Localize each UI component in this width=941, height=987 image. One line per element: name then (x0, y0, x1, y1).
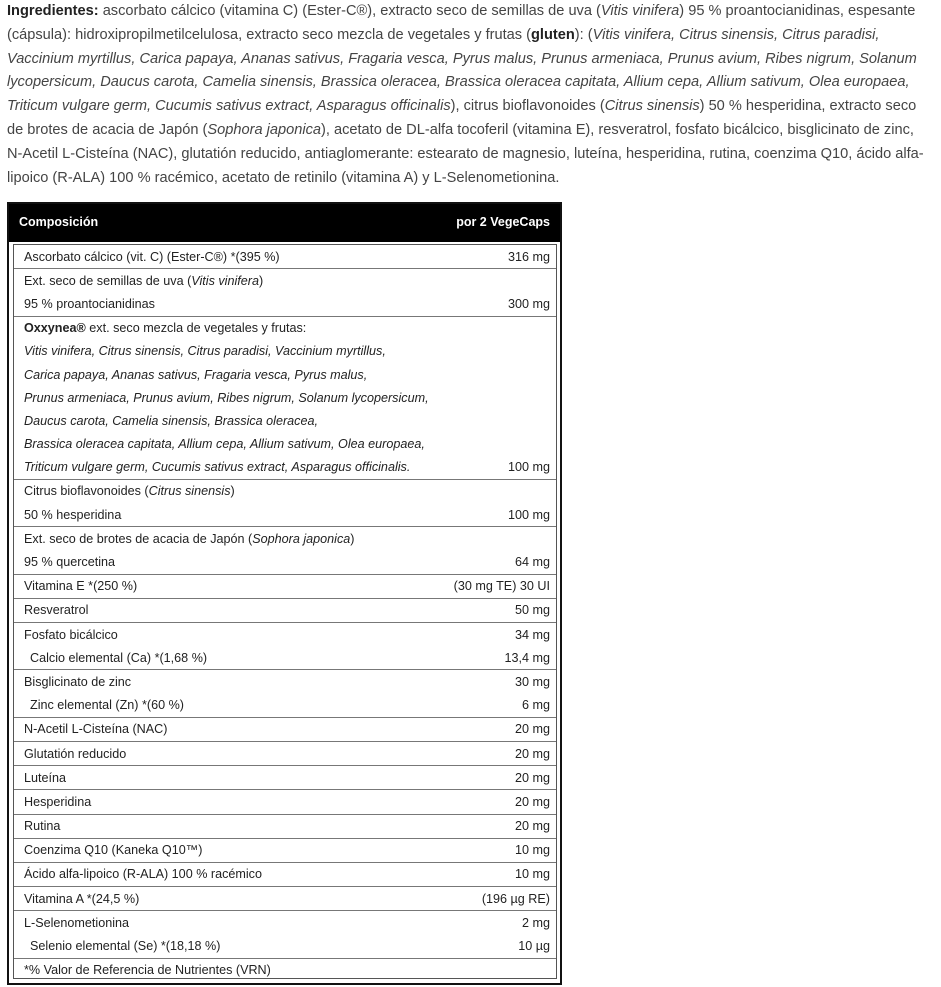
row-label-text: Fosfato bicálcico (24, 627, 118, 642)
row-value: 64 mg (514, 555, 550, 570)
row-value: 100 mg (507, 507, 550, 522)
row-label (24, 508, 121, 522)
table-line (14, 317, 556, 340)
row-label-text: 50 % hesperidina (24, 507, 122, 522)
table-line (14, 269, 556, 292)
row-label-italic: Prunus armeniaca, Prunus avium, Ribes nigrum, Solanum lycopersicum, (24, 390, 429, 405)
row-label-text: Resveratrol (24, 603, 89, 618)
table-line (14, 718, 556, 741)
table-row (14, 839, 556, 863)
ingredients-text: ): ( (574, 26, 593, 43)
row-label-text: Citrus bioflavonoides ( (24, 484, 149, 499)
row-label (24, 437, 425, 451)
row-label-text: 95 % quercetina (24, 555, 116, 570)
row-label (24, 460, 410, 474)
table-line (14, 575, 556, 598)
row-value: 2 mg (522, 915, 550, 930)
row-label-text: Selenio elemental (Se) *(18,18 %) (30, 939, 221, 954)
row-label (24, 819, 60, 833)
table-line (14, 527, 556, 550)
table-line (14, 363, 556, 386)
row-label (24, 747, 126, 761)
gluten-allergen: gluten (531, 26, 575, 43)
ingredients-paragraph (7, 0, 933, 190)
row-label (24, 603, 88, 617)
row-value: 20 mg (514, 794, 550, 809)
row-label-suffix: ) (350, 531, 355, 546)
row-label-text: 95 % proantocianidinas (24, 296, 155, 311)
row-label (24, 532, 354, 546)
table-row (14, 742, 556, 766)
row-label (24, 628, 118, 642)
row-label (24, 579, 137, 593)
table-line (14, 340, 556, 363)
table-row (14, 575, 556, 599)
row-label-text: ext. seco mezcla de vegetales y frutas: (85, 321, 307, 336)
row-label (24, 391, 429, 405)
row-label-italic: Carica papaya, Ananas sativus, Fragaria vesca, Pyrus malus, (24, 367, 368, 382)
ingredients-text: ), citrus bioflavonoides ( (450, 98, 605, 115)
row-label-text: Bisglicinato de zinc (24, 674, 132, 689)
row-value: 30 mg (514, 674, 550, 689)
row-value: (30 mg TE) 30 UI (453, 579, 550, 594)
header-composition: Composición (19, 215, 99, 229)
row-label-italic: Triticum vulgare germ, Cucumis sativus extract, Asparagus officinalis. (24, 460, 411, 475)
table-row (14, 790, 556, 814)
row-value: 13,4 mg (504, 650, 550, 665)
row-label (24, 274, 263, 288)
row-value: 20 mg (514, 819, 550, 834)
row-label-text: Luteína (24, 770, 67, 785)
row-label (24, 916, 129, 930)
table-row (14, 269, 556, 316)
row-label (24, 297, 155, 311)
row-label-italic: Brassica oleracea capitata, Allium cepa, Allium sativum, Olea europaea, (24, 437, 425, 452)
ingredients-text: ) 95 % proantocianidinas, espesante (cápsula): hidroxipropilmetilcelulosa, extracto seco mezcla de vegetales y frutas ( (7, 3, 916, 43)
table-row (14, 718, 556, 742)
row-label (24, 250, 280, 264)
table-footnote-row (14, 959, 556, 982)
row-value: 20 mg (514, 770, 550, 785)
table-line (14, 934, 556, 957)
row-label (24, 892, 139, 906)
row-label (24, 414, 318, 428)
row-label-suffix: ) (230, 484, 235, 499)
row-label (24, 771, 66, 785)
ingredients-italic: Vitis vinifera (600, 3, 680, 19)
row-value: 34 mg (514, 627, 550, 642)
table-line (14, 887, 556, 910)
table-row (14, 599, 556, 623)
row-label (24, 484, 235, 498)
table-row (14, 623, 556, 670)
ingredients-text: ) 50 % hesperidina, extracto seco de brotes de acacia de Japón ( (7, 98, 917, 138)
ingredients-text: ), acetato de DL-alfa tocoferil (vitamina E), resveratrol, fosfato bicálcico, bisglicinato de zinc, N-Acetil L-Cisteína (NAC), glutatión reducido, antiaglomerante: estearato de magnesio, luteína, hesperidina, rutina, coenzima Q10, ácido alfa-lipoico (R-ALA) 100 % racémico, acetato de retinilo (vitamina A) y L-Selenometionina. (7, 121, 924, 186)
table-line (14, 959, 556, 982)
row-value: 10 mg (514, 843, 550, 858)
table-row (14, 317, 556, 480)
row-label-text: Hesperidina (24, 794, 92, 809)
table-line (14, 815, 556, 838)
ingredients-italic: Vitis vinifera, Citrus sinensis, Citrus paradisi, Vaccinium myrtillus, Carica papaya, Ananas sativus, Fragaria vesca, Pyrus malus, Prunus armeniaca, Prunus avium, Ribes nigrum, Solanum lycopersicum, Daucus carota, Camelia sinensis, Brassica oleracea, Brassica oleracea capitata, Allium cepa, Allium sativum, Olea europaea, Triticum vulgare germ, Cucumis sativus extract, Asparagus officinalis (7, 26, 917, 115)
row-label-text: Ácido alfa-lipoico (R-ALA) 100 % racémico (24, 867, 262, 882)
row-value: 20 mg (514, 722, 550, 737)
table-line (14, 386, 556, 409)
row-value: 20 mg (514, 746, 550, 761)
row-label-italic: Vitis vinifera, Citrus sinensis, Citrus paradisi, Vaccinium myrtillus, (24, 344, 386, 359)
row-label-text: Ext. seco de semillas de uva ( (24, 273, 192, 288)
row-label (24, 555, 115, 569)
row-label-suffix: ) (258, 273, 264, 288)
table-line (14, 292, 556, 315)
row-label-italic: Citrus sinensis (148, 484, 231, 499)
table-row (14, 815, 556, 839)
row-label-text: Vitamina E *(250 %) (24, 579, 138, 594)
row-label-italic: Sophora japonica (252, 531, 351, 546)
row-label (24, 698, 184, 712)
row-label-italic: Vitis vinifera (191, 273, 259, 288)
table-line (14, 456, 556, 479)
table-row (14, 863, 556, 887)
table-line (14, 742, 556, 765)
composition-table (7, 202, 562, 985)
table-row (14, 245, 556, 269)
ingredients-italic: Citrus sinensis (604, 98, 700, 115)
table-line (14, 550, 556, 573)
row-value: 10 mg (514, 867, 550, 882)
table-row (14, 480, 556, 527)
table-row (14, 670, 556, 717)
table-row (14, 911, 556, 958)
row-value: 50 mg (514, 603, 550, 618)
table-line (14, 839, 556, 862)
row-value: 316 mg (507, 249, 550, 264)
table-row (14, 887, 556, 911)
row-label-text: Zinc elemental (Zn) *(60 %) (30, 698, 184, 713)
table-line (14, 694, 556, 717)
table-line (14, 670, 556, 693)
row-label-text: Coenzima Q10 (Kaneka Q10™) (24, 843, 203, 858)
row-label-text: Calcio elemental (Ca) *(1,68 %) (30, 650, 208, 665)
row-value: 10 µg (518, 939, 550, 954)
table-row (14, 766, 556, 790)
row-label-text: L-Selenometionina (24, 915, 130, 930)
row-label (24, 368, 367, 382)
ingredients-label: Ingredientes: (7, 3, 99, 19)
table-line (14, 623, 556, 646)
table-body (13, 244, 557, 979)
row-label-text: Ext. seco de brotes de acacia de Japón ( (24, 531, 253, 546)
row-label (24, 675, 131, 689)
row-label-italic: Daucus carota, Camelia sinensis, Brassica oleracea, (24, 413, 318, 428)
row-label (24, 843, 203, 857)
table-line (14, 766, 556, 789)
row-value: 6 mg (522, 698, 550, 713)
table-line (14, 646, 556, 669)
row-label (24, 722, 167, 736)
row-value: 100 mg (507, 460, 550, 475)
table-line (14, 433, 556, 456)
brand-name: Oxxynea® (24, 321, 86, 336)
row-label (24, 795, 91, 809)
table-header (9, 204, 560, 242)
table-line (14, 863, 556, 886)
table-line (14, 911, 556, 934)
table-line (14, 409, 556, 432)
table-line (14, 790, 556, 813)
ingredients-text: ascorbato cálcico (vitamina C) (Ester-C®), extracto seco de semillas de uva ( (98, 3, 601, 19)
row-label (24, 867, 262, 881)
row-label (24, 344, 386, 358)
row-label (24, 321, 306, 335)
row-label-text: Rutina (24, 819, 61, 834)
row-label (24, 651, 207, 665)
row-label-text: Glutatión reducido (24, 746, 127, 761)
table-line (14, 480, 556, 503)
footnote: *% Valor de Referencia de Nutrientes (VRN) (24, 963, 271, 978)
row-label-text: Vitamina A *(24,5 %) (24, 891, 140, 906)
row-label-text: Ascorbato cálcico (vit. C) (Ester-C®) *(395 %) (24, 249, 280, 264)
row-value: 300 mg (507, 296, 550, 311)
header-per-serving: por 2 VegeCaps (456, 215, 550, 229)
row-label-text: N-Acetil L-Cisteína (NAC) (24, 722, 168, 737)
table-line (14, 503, 556, 526)
ingredients-italic: Sophora japonica (207, 121, 321, 138)
table-row (14, 527, 556, 574)
table-line (14, 599, 556, 622)
row-value: (196 µg RE) (481, 891, 550, 906)
row-label (24, 939, 220, 953)
table-line (14, 245, 556, 268)
